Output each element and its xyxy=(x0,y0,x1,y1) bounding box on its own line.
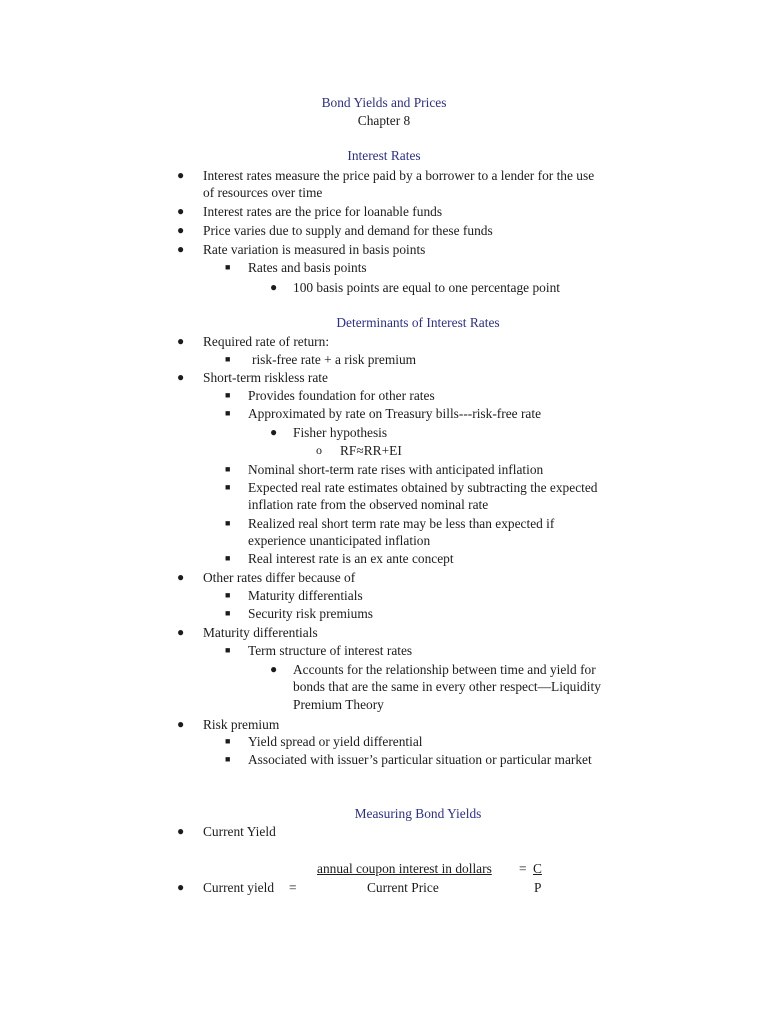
square-bullet-icon: ■ xyxy=(225,262,231,272)
section-heading-interest-rates: Interest Rates xyxy=(347,148,421,163)
square-bullet-icon: ■ xyxy=(225,390,231,400)
chapter-label: Chapter 8 xyxy=(357,113,411,128)
circle-bullet-icon: o xyxy=(316,443,322,457)
square-bullet-icon: ■ xyxy=(225,408,231,418)
list-item-continuation: inflation rate from the observed nominal rate xyxy=(248,497,489,512)
list-item: Current Yield xyxy=(203,824,276,839)
formula-equals: = xyxy=(289,880,297,895)
square-bullet-icon: ■ xyxy=(225,354,231,364)
square-bullet-icon: ■ xyxy=(225,754,231,764)
page-title: Bond Yields and Prices xyxy=(321,95,447,110)
bullet-icon: ● xyxy=(177,223,185,237)
bullet-icon: ● xyxy=(177,242,185,256)
square-bullet-icon: ■ xyxy=(225,590,231,600)
list-item: Required rate of return: xyxy=(203,334,330,349)
bullet-icon: ● xyxy=(270,425,278,439)
list-item: Yield spread or yield differential xyxy=(248,734,423,749)
list-item: Security risk premiums xyxy=(248,606,373,621)
list-item: Short-term riskless rate xyxy=(203,370,328,385)
list-item: Provides foundation for other rates xyxy=(248,388,435,403)
list-item-continuation: Premium Theory xyxy=(293,697,384,712)
section-heading-determinants: Determinants of Interest Rates xyxy=(336,315,500,330)
list-item: Rate variation is measured in basis points xyxy=(203,242,426,257)
list-item: Rates and basis points xyxy=(248,260,367,275)
square-bullet-icon: ■ xyxy=(225,608,231,618)
list-item: Associated with issuer’s particular situation or particular market xyxy=(248,752,592,767)
list-item-continuation: bonds that are the same in every other respect—Liquidity xyxy=(293,679,601,694)
formula-equals: = xyxy=(519,861,527,876)
formula-denominator: Current Price xyxy=(367,880,439,895)
formula-p: P xyxy=(534,880,542,895)
list-item: Term structure of interest rates xyxy=(248,643,413,658)
square-bullet-icon: ■ xyxy=(225,464,231,474)
bullet-icon: ● xyxy=(270,662,278,676)
list-item: Risk premium xyxy=(203,717,280,732)
list-item: Real interest rate is an ex ante concept xyxy=(248,551,454,566)
list-item: 100 basis points are equal to one percentage point xyxy=(293,280,560,295)
bullet-icon: ● xyxy=(177,717,185,731)
bullet-icon: ● xyxy=(177,625,185,639)
list-item: Expected real rate estimates obtained by subtracting the expected xyxy=(248,480,598,495)
formula-numerator: annual coupon interest in dollars xyxy=(317,861,492,876)
bullet-icon: ● xyxy=(177,824,185,838)
section-heading-measuring: Measuring Bond Yields xyxy=(354,806,482,821)
bullet-icon: ● xyxy=(177,204,185,218)
list-item: Price varies due to supply and demand for these funds xyxy=(203,223,493,238)
square-bullet-icon: ■ xyxy=(225,518,231,528)
list-item: Interest rates measure the price paid by a borrower to a lender for the use xyxy=(203,168,595,183)
square-bullet-icon: ■ xyxy=(225,482,231,492)
bullet-icon: ● xyxy=(177,880,185,894)
list-item: Maturity differentials xyxy=(248,588,363,603)
bullet-icon: ● xyxy=(177,334,185,348)
list-item: Realized real short term rate may be less than expected if xyxy=(248,516,555,531)
bullet-icon: ● xyxy=(177,168,185,182)
list-item: Approximated by rate on Treasury bills---risk-free rate xyxy=(248,406,542,421)
bullet-icon: ● xyxy=(177,370,185,384)
square-bullet-icon: ■ xyxy=(225,645,231,655)
list-item: Nominal short-term rate rises with anticipated inflation xyxy=(248,462,544,477)
list-item-continuation: of resources over time xyxy=(203,185,323,200)
list-item: Maturity differentials xyxy=(203,625,318,640)
list-item-continuation: experience unanticipated inflation xyxy=(248,533,431,548)
list-item: Fisher hypothesis xyxy=(293,425,388,440)
formula-c: C xyxy=(533,861,542,876)
bullet-icon: ● xyxy=(270,280,278,294)
formula-fisher: RF≈RR+EI xyxy=(340,443,402,458)
square-bullet-icon: ■ xyxy=(225,553,231,563)
list-item: Accounts for the relationship between time and yield for xyxy=(293,662,596,677)
bullet-icon: ● xyxy=(177,570,185,584)
list-item: Other rates differ because of xyxy=(203,570,356,585)
list-item: Interest rates are the price for loanable funds xyxy=(203,204,443,219)
list-item: risk-free rate + a risk premium xyxy=(252,352,417,367)
square-bullet-icon: ■ xyxy=(225,736,231,746)
formula-label: Current yield xyxy=(203,880,275,895)
